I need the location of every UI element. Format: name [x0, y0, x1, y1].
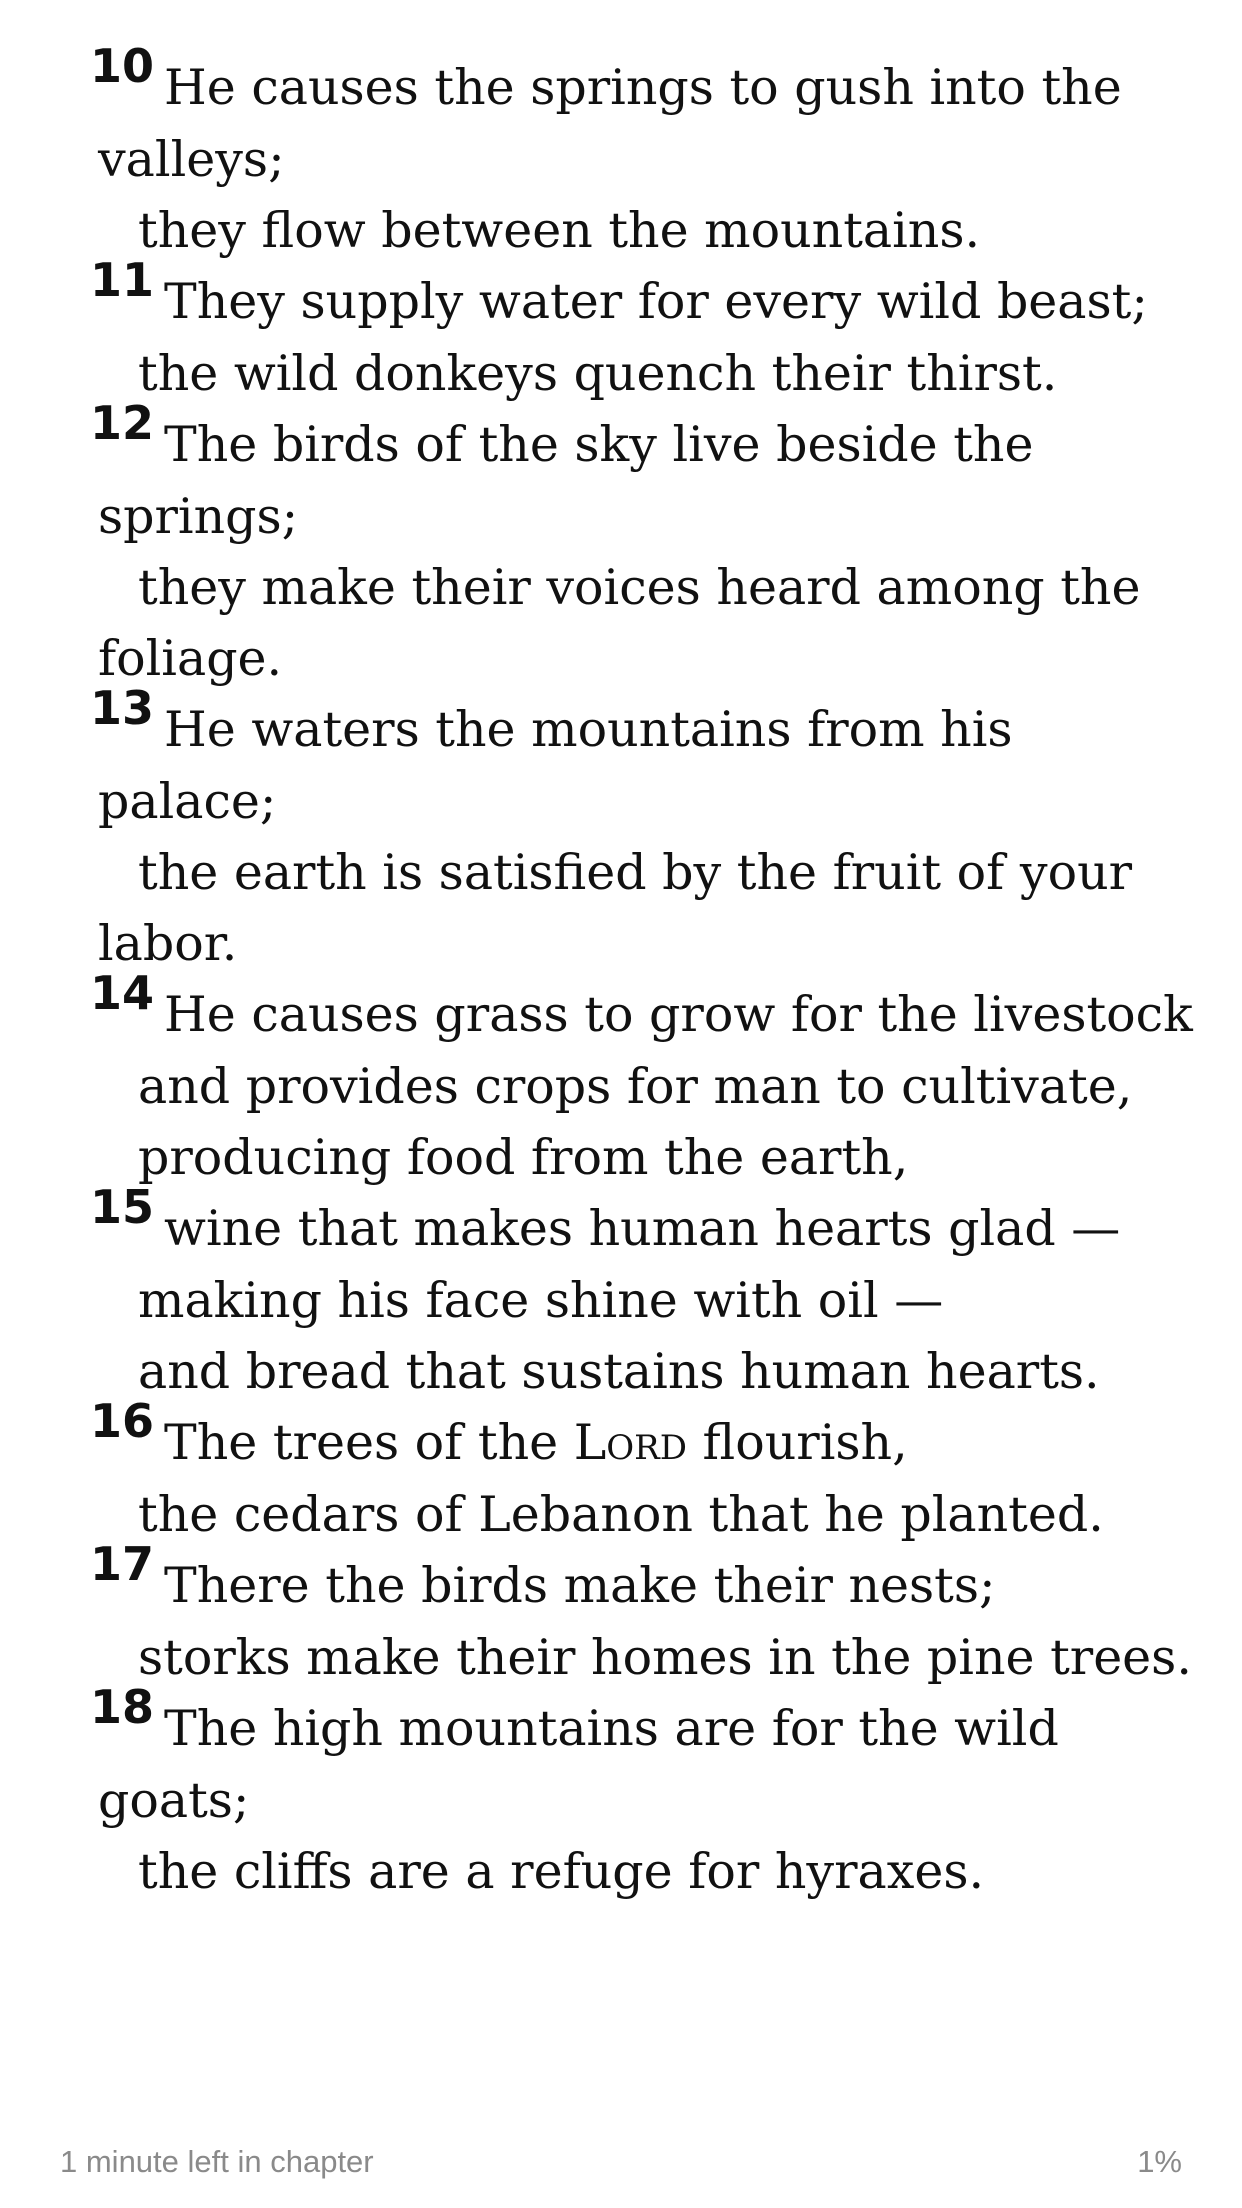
verse-line-indent: and bread that sustains human hearts.	[138, 1343, 1100, 1400]
verse-text-after: flourish,	[686, 1414, 908, 1471]
verse-line	[90, 1537, 1200, 1622]
verse-10	[90, 39, 1200, 266]
verse-line-indent: producing food from the earth,	[138, 1129, 909, 1186]
verse-number: 11	[90, 253, 155, 307]
verse-line-indent: they flow between the mountains.	[138, 202, 981, 259]
verse-text: He causes the springs to gush into the	[164, 59, 1122, 116]
verse-text: He causes grass to grow for the livestock	[164, 986, 1193, 1043]
verse-line	[90, 1394, 1200, 1479]
verse-line-indent: making his face shine with oil —	[138, 1272, 944, 1329]
verse-16	[90, 1394, 1200, 1550]
verse-13	[90, 681, 1200, 979]
verse-12	[90, 396, 1200, 694]
verse-line-wrap: palace;	[98, 773, 277, 830]
verse-number: 10	[90, 39, 155, 93]
verse-line	[90, 681, 1200, 766]
verse-number: 18	[90, 1680, 155, 1734]
reader-text[interactable]	[90, 39, 1200, 1907]
reading-footer	[60, 2144, 1182, 2184]
verse-text: wine that makes human hearts glad —	[164, 1200, 1121, 1257]
verse-line	[90, 966, 1200, 1051]
verse-15	[90, 1180, 1200, 1407]
verse-number: 14	[90, 966, 155, 1020]
verse-17	[90, 1537, 1200, 1693]
verse-line-indent: and provides crops for man to cultivate,	[138, 1058, 1133, 1115]
verse-line-wrap: labor.	[98, 915, 238, 972]
verse-11	[90, 253, 1200, 409]
verse-text: The high mountains are for the wild	[164, 1700, 1059, 1757]
verse-text-before: The trees of the	[164, 1414, 574, 1471]
verse-line-wrap: goats;	[98, 1772, 250, 1829]
verse-line-indent: the cliffs are a refuge for hyraxes.	[138, 1843, 985, 1900]
verse-number: 15	[90, 1180, 155, 1234]
verse-line	[90, 396, 1200, 481]
time-left-label: 1 minute left in chapter	[60, 2144, 374, 2179]
verse-text: There the birds make their nests;	[164, 1557, 996, 1614]
verse-line	[90, 1680, 1200, 1765]
verse-14	[90, 966, 1200, 1193]
verse-text: The birds of the sky live beside the	[164, 416, 1034, 473]
verse-18	[90, 1680, 1200, 1907]
verse-number: 16	[90, 1394, 155, 1448]
verse-line	[90, 253, 1200, 338]
verse-line-indent: the cedars of Lebanon that he planted.	[138, 1486, 1104, 1543]
progress-percent: 1%	[1137, 2144, 1182, 2179]
verse-text: He waters the mountains from his	[164, 701, 1013, 758]
verse-line-indent: the wild donkeys quench their thirst.	[138, 345, 1058, 402]
verse-number: 13	[90, 681, 155, 735]
verse-number: 17	[90, 1537, 155, 1591]
verse-line-wrap: springs;	[98, 488, 299, 545]
verse-line-indent: storks make their homes in the pine trees.	[138, 1629, 1192, 1686]
verse-line	[90, 39, 1200, 124]
verse-line-wrap: foliage.	[98, 630, 283, 687]
verse-line	[90, 1180, 1200, 1265]
verse-line-wrap: valleys;	[98, 131, 285, 188]
verse-text: They supply water for every wild beast;	[164, 273, 1148, 330]
verse-line-indent: they make their voices heard among the	[138, 559, 1141, 616]
verse-line-indent: the earth is satisfied by the fruit of your	[138, 844, 1133, 901]
lord-small-caps: Lord	[573, 1414, 687, 1471]
verse-number: 12	[90, 396, 155, 450]
